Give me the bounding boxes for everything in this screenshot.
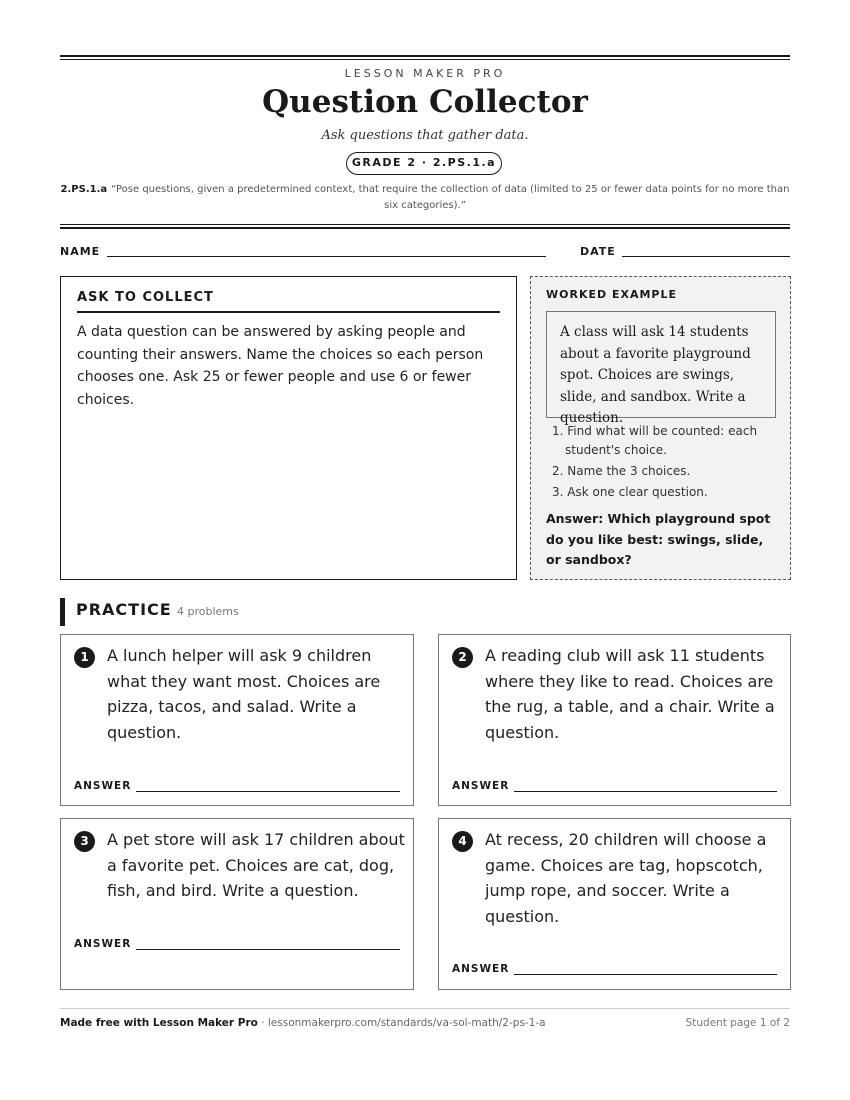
problem-card-1 xyxy=(60,634,414,806)
practice-heading: PRACTICE xyxy=(76,600,172,619)
answer-field[interactable] xyxy=(136,949,400,950)
practice-accent-bar xyxy=(60,598,65,626)
standard-text: “Pose questions, given a predetermined context, that require the collection of data (limited to 25 or fewer data points for no more than six categories).” xyxy=(111,184,790,211)
answer-label: ANSWER xyxy=(74,938,132,950)
name-field[interactable] xyxy=(107,256,546,257)
brand-name: LESSON MAKER PRO xyxy=(344,67,506,80)
concept-box xyxy=(60,276,517,580)
standard-code: 2.PS.1.a xyxy=(60,184,108,195)
answer-field[interactable] xyxy=(514,791,777,792)
page-title: Question Collector xyxy=(262,84,588,120)
header-bottom-rule-thin xyxy=(60,224,790,225)
page-subtitle: Ask questions that gather data. xyxy=(321,128,529,143)
problem-card-2 xyxy=(438,634,791,806)
answer-label: ANSWER xyxy=(452,963,510,975)
problem-number: 4 xyxy=(452,831,473,852)
step-item: 3. Ask one clear question. xyxy=(552,485,708,499)
name-label: NAME xyxy=(60,245,101,258)
concept-body: A data question can be answered by asking people and counting their answers. Name the choices so each person chooses one. Ask 25 or fewer people and use 6 or fewer choices. xyxy=(77,324,484,408)
problem-number: 3 xyxy=(74,831,95,852)
date-label: DATE xyxy=(580,245,616,258)
top-rule-thin xyxy=(60,59,790,60)
problem-text: A reading club will ask 11 students where they like to read. Choices are the rug, a table, and a chair. Write a question. xyxy=(485,646,775,742)
standard-statement xyxy=(60,182,790,214)
concept-heading: ASK TO COLLECT xyxy=(77,290,500,313)
header-bottom-rule-thick xyxy=(60,227,790,229)
problem-text: At recess, 20 children will choose a game. Choices are tag, hopscotch, jump rope, and soccer. Write a question. xyxy=(485,830,767,926)
problem-text: A pet store will ask 17 children about a favorite pet. Choices are cat, dog, fish, and bird. Write a question. xyxy=(107,830,405,900)
answer-field[interactable] xyxy=(514,974,777,975)
footer-rule xyxy=(60,1008,790,1009)
footer-credit xyxy=(60,1017,546,1029)
date-field[interactable] xyxy=(622,256,790,257)
problem-number: 1 xyxy=(74,647,95,668)
practice-count: 4 problems xyxy=(177,605,239,618)
worked-example-box xyxy=(530,276,791,580)
footer-page-number: Student page 1 of 2 xyxy=(685,1017,790,1029)
grade-badge: GRADE 2 · 2.PS.1.a xyxy=(346,152,502,175)
worked-example-heading: WORKED EXAMPLE xyxy=(546,288,677,301)
problem-number: 2 xyxy=(452,647,473,668)
answer-field[interactable] xyxy=(136,791,400,792)
worked-example-prompt: A class will ask 14 students about a favorite playground spot. Choices are swings, slide, and sandbox. Write a question. xyxy=(546,311,776,418)
problem-text: A lunch helper will ask 9 children what they want most. Choices are pizza, tacos, and salad. Write a question. xyxy=(107,646,381,742)
step-item: 2. Name the 3 choices. xyxy=(552,464,691,478)
problem-card-4 xyxy=(438,818,791,990)
footer-url[interactable]: · lessonmakerpro.com/standards/va-sol-math/2-ps-1-a xyxy=(261,1017,546,1029)
worked-example-steps xyxy=(546,422,781,504)
problem-card-3 xyxy=(60,818,414,990)
answer-label: ANSWER xyxy=(74,780,132,792)
footer-made-with: Made free with Lesson Maker Pro xyxy=(60,1017,258,1029)
top-rule-thick xyxy=(60,55,790,57)
worked-example-answer: Answer: Which playground spot do you like best: swings, slide, or sandbox? xyxy=(546,511,771,567)
step-item: 1. Find what will be counted: each student's choice. xyxy=(552,424,758,457)
answer-label: ANSWER xyxy=(452,780,510,792)
